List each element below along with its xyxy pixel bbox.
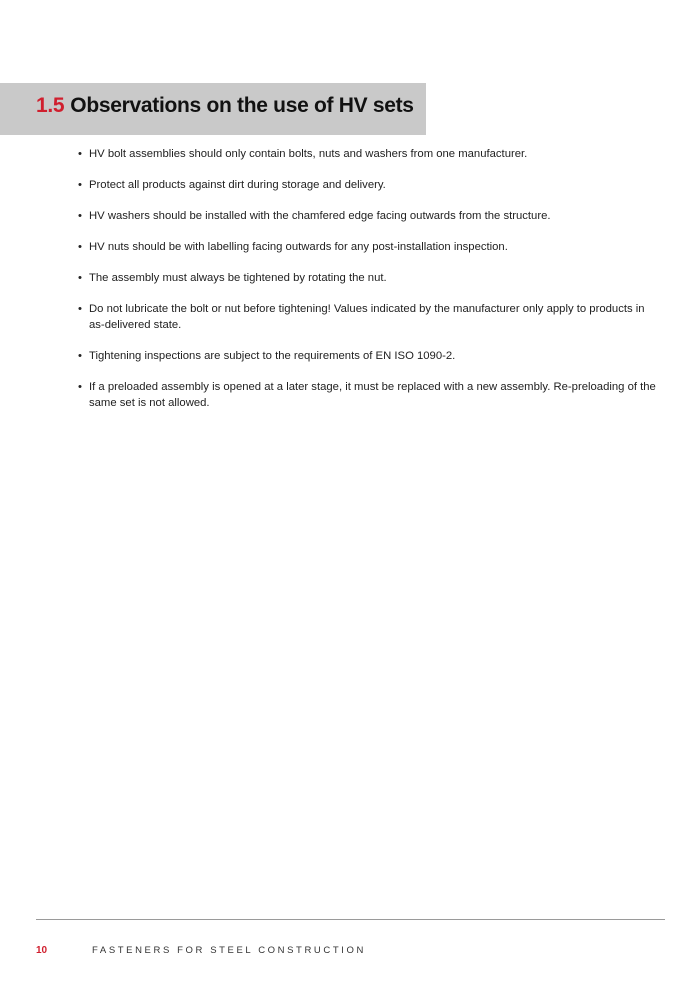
bullet-icon: • [78,272,82,284]
section-number: 1.5 [36,94,65,117]
list-item [78,379,658,411]
list-item-text: Tightening inspections are subject to the requirements of EN ISO 1090-2. [89,350,456,362]
list-item [78,301,658,333]
list-item [78,177,658,193]
section-title: Observations on the use of HV sets [70,94,414,117]
bullet-icon: • [78,303,82,315]
section-heading [36,91,414,121]
bullet-icon: • [78,179,82,191]
list-item [78,239,658,255]
bullet-icon: • [78,210,82,222]
list-item [78,348,658,364]
list-item [78,208,658,224]
observations-list [78,146,658,426]
footer-publication-title: FASTENERS FOR STEEL CONSTRUCTION [92,945,366,956]
footer-divider [36,919,665,920]
list-item-text: HV washers should be installed with the chamfered edge facing outwards from the structure. [89,210,551,222]
bullet-icon: • [78,381,82,393]
bullet-icon: • [78,350,82,362]
page-number: 10 [36,945,48,956]
list-item-text: If a preloaded assembly is opened at a later stage, it must be replaced with a new assembly. Re-preloading of the same set is not allowed. [89,381,656,409]
list-item [78,270,658,286]
list-item-text: Do not lubricate the bolt or nut before tightening! Values indicated by the manufacturer only apply to products in as-delivered state. [89,303,645,331]
bullet-icon: • [78,148,82,160]
list-item-text: The assembly must always be tightened by rotating the nut. [89,272,387,284]
list-item-text: HV bolt assemblies should only contain bolts, nuts and washers from one manufacturer. [89,148,528,160]
list-item-text: HV nuts should be with labelling facing outwards for any post-installation inspection. [89,241,508,253]
bullet-icon: • [78,241,82,253]
list-item-text: Protect all products against dirt during storage and delivery. [89,179,386,191]
list-item [78,146,658,162]
